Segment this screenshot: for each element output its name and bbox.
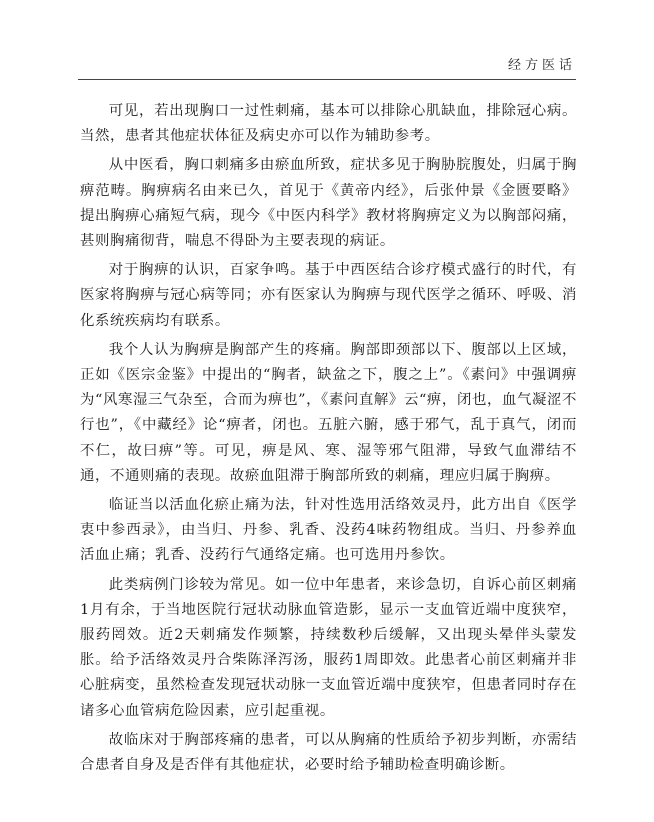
running-header: 经方医话: [507, 58, 576, 73]
paragraph: 故临床对于胸部疼痛的患者，可以从胸痛的性质给予初步判断，亦需结合患者自身及是否伴有其他症状，必要时给予辅助检查明确诊断。: [80, 731, 577, 774]
header-rule: [78, 79, 576, 80]
paragraph: 从中医看，胸口刺痛多由瘀血所致，症状多见于胸胁脘腹处，归属于胸痹范畴。胸痹病名由来已久，首见于《黄帝内经》，后张仲景《金匮要略》提出胸痹心痛短气病，现今《中医内科学》教材将胸痹定义为以胸部闷痛，甚则胸痛彻背，喘息不得卧为主要表现的病证。: [80, 157, 577, 250]
paragraph: 可见，若出现胸口一过性刺痛，基本可以排除心肌缺血，排除冠心病。当然，患者其他症状体征及病史亦可以作为辅助参考。: [80, 103, 577, 145]
paragraph: 对于胸痹的认识，百家争鸣。基于中西医结合诊疗模式盛行的时代，有医家将胸痹与冠心病等同；亦有医家认为胸痹与现代医学之循环、呼吸、消化系统疾病均有联系。: [80, 262, 577, 329]
paragraph: 此类病例门诊较为常见。如一位中年患者，来诊急切，自诉心前区刺痛1月有余，于当地医院行冠状动脉血管造影，显示一支血管近端中度狭窄，服药罔效。近2天刺痛发作频繁，持续数秒后缓解，又出现头晕伴头蒙发胀。给予活络效灵丹合柴陈泽泻汤，服药1周即效。此患者心前区刺痛并非心脏病变，虽然检查发现冠状动脉一支血管近端中度狭窄，但患者同时存在诸多心血管病危险因素，应引起重视。: [80, 576, 577, 719]
paragraph: 我个人认为胸痹是胸部产生的疼痛。胸部即颈部以下、腹部以上区域，正如《医宗金鉴》中提出的“胸者，缺盆之下，腹之上”。《素问》中强调痹为“风寒湿三气杂至，合而为痹也”，《素问直解》云“痹，闭也，血气凝涩不行也”，《中藏经》论“痹者，闭也。五脏六腑，感于邪气，乱于真气，闭而不仁，故曰痹”等。可见，痹是风、寒、湿等邪气阻滞，导致气血滞结不通，不通则痛的表现。故瘀血阻滞于胸部所致的刺痛，理应归属于胸痹。: [80, 341, 577, 484]
paragraph: 临证当以活血化瘀止痛为法，针对性选用活络效灵丹，此方出自《医学衷中参西录》，由当归、丹参、乳香、没药4味药物组成。当归、丹参养血活血止痛；乳香、没药行气通络定痛。也可选用丹参饮。: [80, 497, 577, 564]
body-text: [80, 99, 577, 782]
